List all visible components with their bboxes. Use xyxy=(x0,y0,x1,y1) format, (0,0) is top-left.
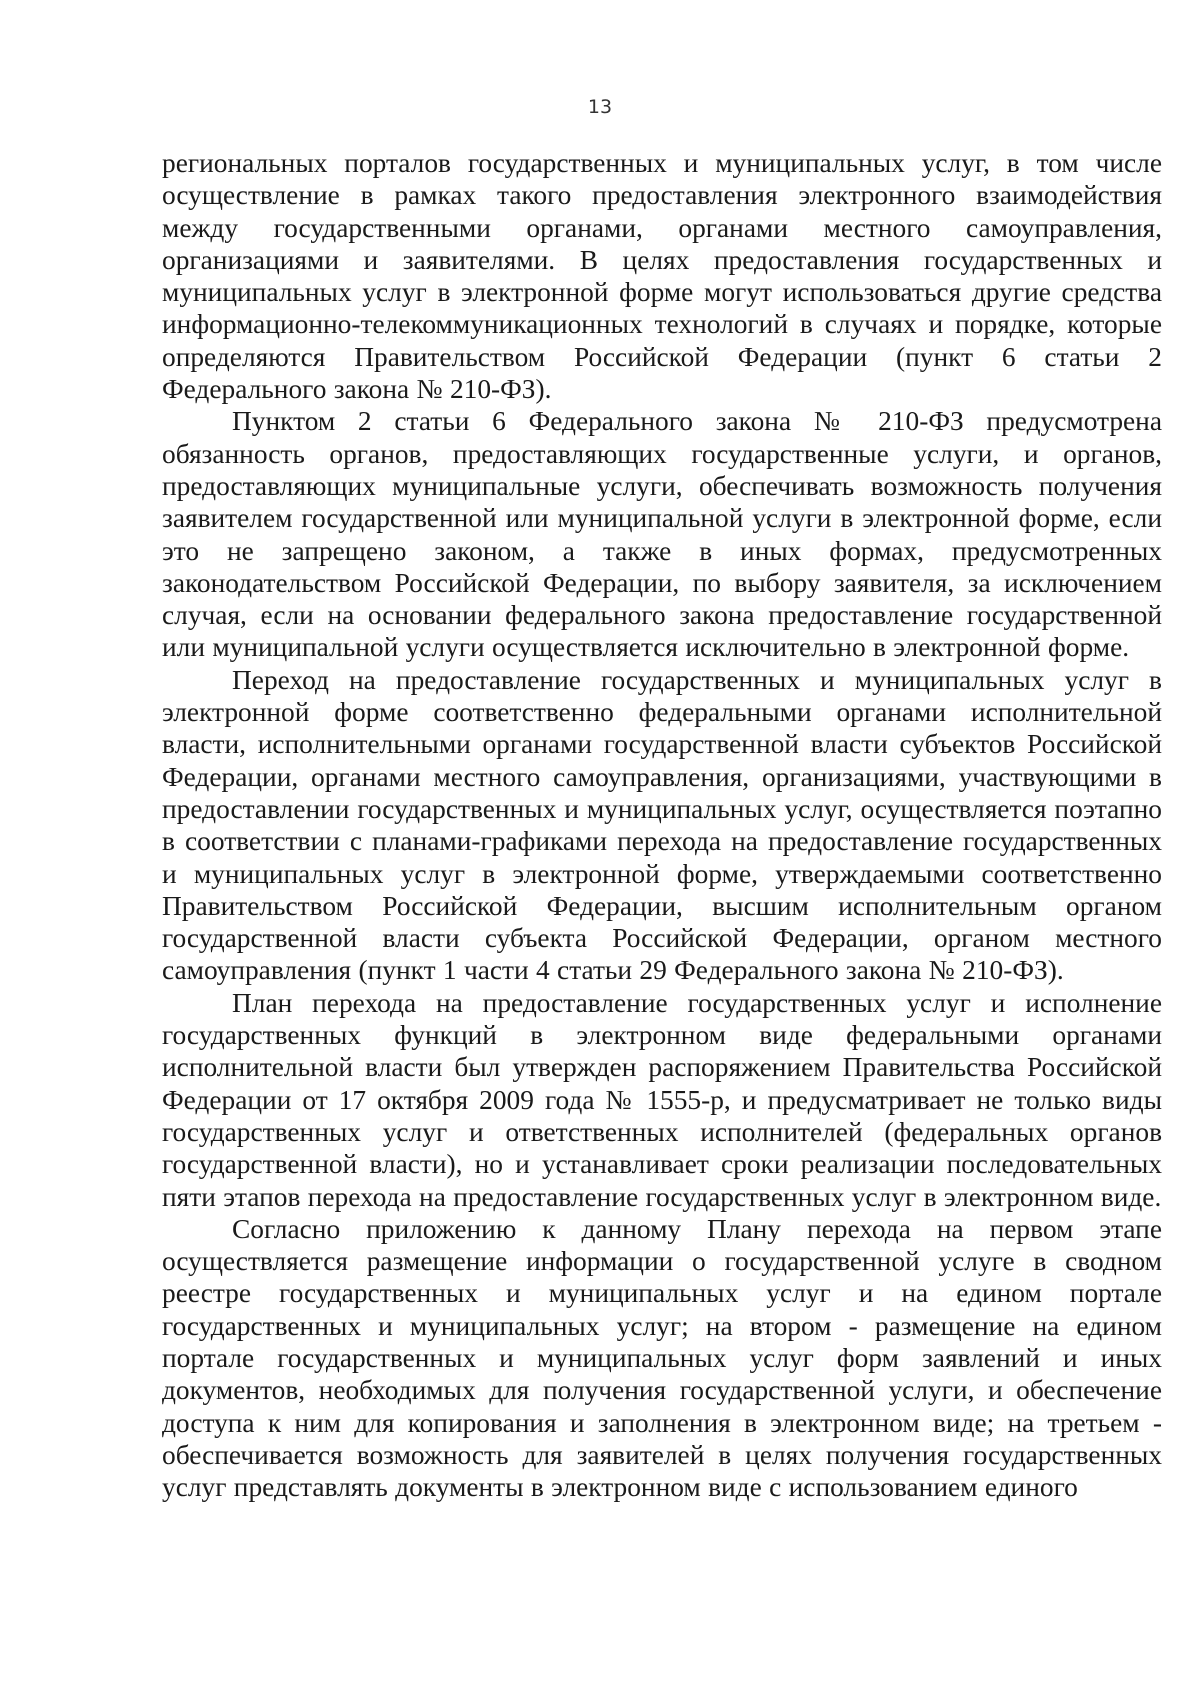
paragraph: План перехода на предоставление государственных услуг и исполнение государственных функций в электронном виде федеральными органами исполнительной власти был утвержден распоряжением Правительства Российской Федерации от 17 октября 2009 года № 1555-р, и предусматривает не только виды государственных услуг и ответственных исполнителей (федеральных органов государственной власти), но и устанавливает сроки реализации последовательных пяти этапов перехода на предоставление государственных услуг в электронном виде. xyxy=(162,987,1162,1212)
paragraph: Пунктом 2 статьи 6 Федерального закона № 210-ФЗ предусмотрена обязанность органов, предоставляющих государственные услуги, и органов, предоставляющих муниципальные услуги, обеспечивать возможность получения заявителем государственной или муниципальной услуги в электронной форме, если это не запрещено законом, а также в иных формах, предусмотренных законодательством Российской Федерации, по выбору заявителя, за исключением случая, если на основании федерального закона предоставление государственной или муниципальной услуги осуществляется исключительно в электронной форме. xyxy=(162,406,1162,663)
paragraph: Переход на предоставление государственных и муниципальных услуг в электронной форме соответственно федеральными органами исполнительной власти, исполнительными органами государственной власти субъектов Российской Федерации, органами местного самоуправления, организациями, участвующими в предоставлении государственных и муниципальных услуг, осуществляется поэтапно в соответствии с планами-графиками перехода на предоставление государственных и муниципальных услуг в электронной форме, утверждаемыми соответственно Правительством Российской Федерации, высшим исполнительным органом государственной власти субъекта Российской Федерации, органом местного самоуправления (пункт 1 части 4 статьи 29 Федерального закона № 210-ФЗ). xyxy=(162,664,1162,986)
page-number: 13 xyxy=(587,96,613,118)
paragraph: Согласно приложению к данному Плану перехода на первом этапе осуществляется размещение информации о государственной услуге в сводном реестре государственных и муниципальных услуг и на едином портале государственных и муниципальных услуг; на втором - размещение на едином портале государственных и муниципальных услуг форм заявлений и иных документов, необходимых для получения государственной услуги, и обеспечение доступа к ним для копирования и заполнения в электронном виде; на третьем - обеспечивается возможность для заявителей в целях получения государственных услуг представлять документы в электронном виде с использованием единого xyxy=(162,1213,1162,1503)
paragraph-continuation: региональных порталов государственных и муниципальных услуг, в том числе осуществление в рамках такого предоставления электронного взаимодействия между государственными органами, органами местного самоуправления, организациями и заявителями. В целях предоставления государственных и муниципальных услуг в электронной форме могут использоваться другие средства информационно-телекоммуникационных технологий в случаях и порядке, которые определяются Правительством Российской Федерации (пункт 6 статьи 2 Федерального закона № 210-ФЗ). xyxy=(162,148,1162,405)
document-body xyxy=(162,147,1162,1503)
